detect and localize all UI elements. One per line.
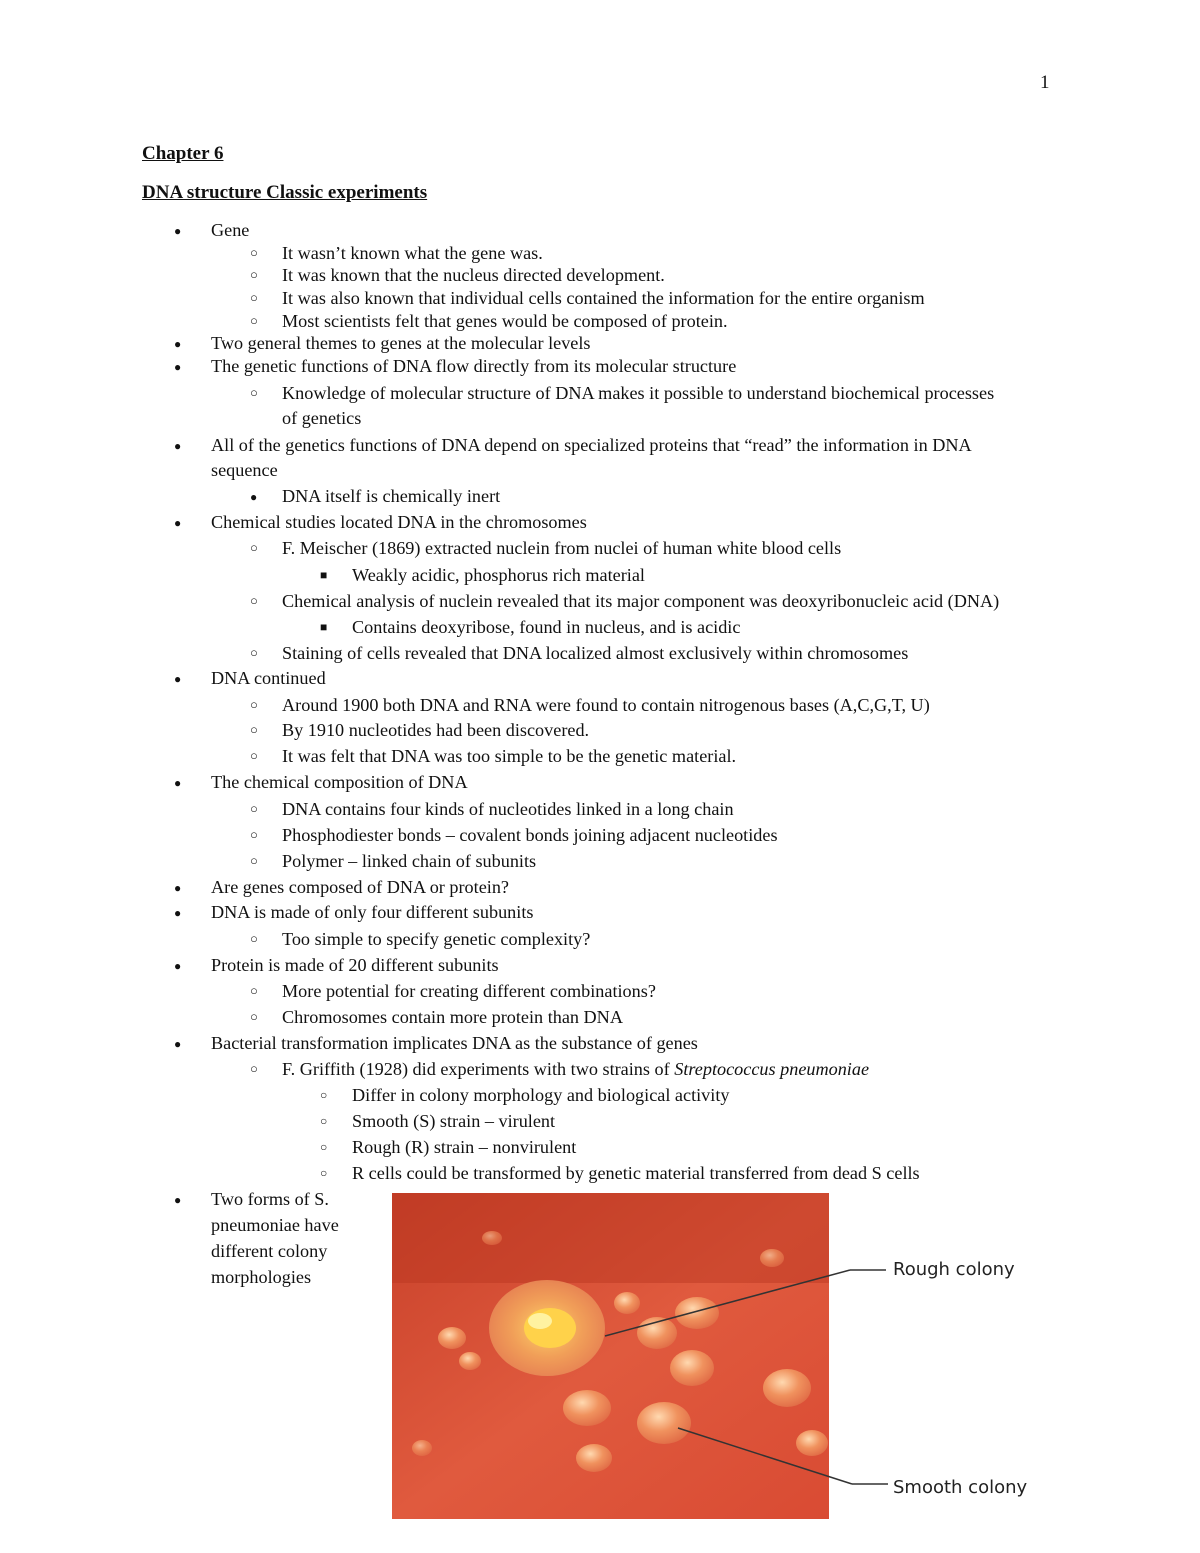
bullet-icon: ○ <box>250 245 258 260</box>
bullet-icon: ● <box>174 337 182 351</box>
bullet-icon: ● <box>174 516 182 530</box>
bullet-icon: ○ <box>250 313 258 328</box>
list-item: ● Two forms of S. <box>174 1189 329 1209</box>
species-name: Streptococcus pneumoniae <box>674 1059 870 1079</box>
list-item: ● Bacterial transformation implicates DNA as the substance of genes <box>174 1033 698 1053</box>
bullet-icon: ○ <box>250 697 258 712</box>
list-item: ○ Staining of cells revealed that DNA localized almost exclusively within chromosomes <box>250 643 909 663</box>
list-item: ○ F. Griffith (1928) did experiments with two strains of Streptococcus pneumoniae <box>250 1059 870 1079</box>
list-item: ● Two general themes to genes at the molecular levels <box>174 333 591 353</box>
bullet-icon: ● <box>174 672 182 686</box>
chapter-title: Chapter 6 <box>142 143 224 164</box>
list-item: ○ Phosphodiester bonds – covalent bonds joining adjacent nucleotides <box>250 825 778 845</box>
bullet-icon: ● <box>174 1037 182 1051</box>
bullet-icon: ○ <box>320 1088 328 1102</box>
bullet-icon: ○ <box>320 1114 328 1128</box>
list-item-continuation: pneumoniae have <box>211 1215 339 1235</box>
list-item-continuation: different colony <box>211 1241 328 1261</box>
list-item: ○ It was known that the nucleus directed development. <box>250 265 665 285</box>
list-item: ○ It was felt that DNA was too simple to be the genetic material. <box>250 746 737 766</box>
list-item-continuation: morphologies <box>211 1267 312 1287</box>
rough-colony-label: Rough colony <box>893 1259 1015 1280</box>
list-item: ● DNA is made of only four different subunits <box>174 902 534 922</box>
bullet-icon: ○ <box>250 931 258 946</box>
bullet-icon: ○ <box>320 1140 328 1154</box>
bullet-icon: ● <box>174 1193 182 1207</box>
bullet-icon: ○ <box>250 540 258 555</box>
list-item-continuation: sequence <box>211 460 278 480</box>
bullet-icon: ○ <box>320 1166 328 1180</box>
bullet-icon: ■ <box>320 568 328 582</box>
list-item: ● Chemical studies located DNA in the chromosomes <box>174 512 587 532</box>
bullet-icon: ○ <box>250 983 258 998</box>
list-item: ○ Smooth (S) strain – virulent <box>320 1111 556 1131</box>
list-item: ○ It was also known that individual cells contained the information for the entire organism <box>250 288 925 308</box>
list-item: ○ DNA contains four kinds of nucleotides linked in a long chain <box>250 799 734 819</box>
list-item: ○ Around 1900 both DNA and RNA were found to contain nitrogenous bases (A,C,G,T, U) <box>250 695 930 715</box>
list-item-continuation: of genetics <box>282 408 362 428</box>
list-item: ● DNA itself is chemically inert <box>250 486 501 506</box>
list-item: ○ Rough (R) strain – nonvirulent <box>320 1137 577 1157</box>
list-item: ● Gene <box>174 220 250 240</box>
bullet-icon: ● <box>250 490 258 504</box>
list-item: ● The chemical composition of DNA <box>174 772 468 792</box>
bullet-icon: ○ <box>250 645 258 660</box>
page-number: 1 <box>1040 72 1050 93</box>
bullet-icon: ○ <box>250 385 258 400</box>
list-item: ■ Contains deoxyribose, found in nucleus, and is acidic <box>320 617 741 637</box>
list-item: ○ Most scientists felt that genes would be composed of protein. <box>250 311 728 331</box>
list-item: ○ Knowledge of molecular structure of DNA makes it possible to understand biochemical processes <box>250 383 995 403</box>
list-item: ○ Chromosomes contain more protein than DNA <box>250 1007 623 1027</box>
bullet-icon: ● <box>174 439 182 453</box>
bullet-icon: ○ <box>250 748 258 763</box>
list-item: ○ Chemical analysis of nuclein revealed that its major component was deoxyribonucleic acid (DNA) <box>250 591 1000 611</box>
bullet-icon: ○ <box>250 853 258 868</box>
bullet-icon: ● <box>174 360 182 374</box>
list-item: ● All of the genetics functions of DNA depend on specialized proteins that “read” the information in DNA <box>174 435 972 455</box>
list-item: ● The genetic functions of DNA flow directly from its molecular structure <box>174 356 737 376</box>
list-item: ○ More potential for creating different combinations? <box>250 981 656 1001</box>
bullet-icon: ○ <box>250 593 258 608</box>
list-item: ■ Weakly acidic, phosphorus rich material <box>320 565 645 585</box>
bullet-icon: ○ <box>250 827 258 842</box>
bullet-icon: ○ <box>250 801 258 816</box>
list-item: ○ F. Meischer (1869) extracted nuclein from nuclei of human white blood cells <box>250 538 842 558</box>
section-title: DNA structure Classic experiments <box>142 182 428 203</box>
bullet-icon: ● <box>174 959 182 973</box>
list-item: ○ By 1910 nucleotides had been discovered. <box>250 720 590 740</box>
bullet-icon: ● <box>174 776 182 790</box>
bullet-icon: ○ <box>250 1061 258 1076</box>
list-item: ○ Differ in colony morphology and biological activity <box>320 1085 730 1105</box>
bullet-icon: ● <box>174 881 182 895</box>
list-item: ○ It wasn’t known what the gene was. <box>250 243 543 263</box>
bullet-icon: ○ <box>250 267 258 282</box>
list-item: ○ Too simple to specify genetic complexity? <box>250 929 591 949</box>
list-item: ● DNA continued <box>174 668 326 688</box>
bullet-icon: ■ <box>320 620 328 634</box>
bullet-icon: ○ <box>250 290 258 305</box>
bullet-icon: ○ <box>250 1009 258 1024</box>
bullet-icon: ● <box>174 224 182 238</box>
list-item: ● Are genes composed of DNA or protein? <box>174 877 509 897</box>
list-item: ○ R cells could be transformed by genetic material transferred from dead S cells <box>320 1163 920 1183</box>
bullet-icon: ○ <box>250 722 258 737</box>
smooth-colony-label: Smooth colony <box>893 1477 1028 1498</box>
bullet-icon: ● <box>174 906 182 920</box>
list-item: ● Protein is made of 20 different subunits <box>174 955 499 975</box>
list-item: ○ Polymer – linked chain of subunits <box>250 851 537 871</box>
